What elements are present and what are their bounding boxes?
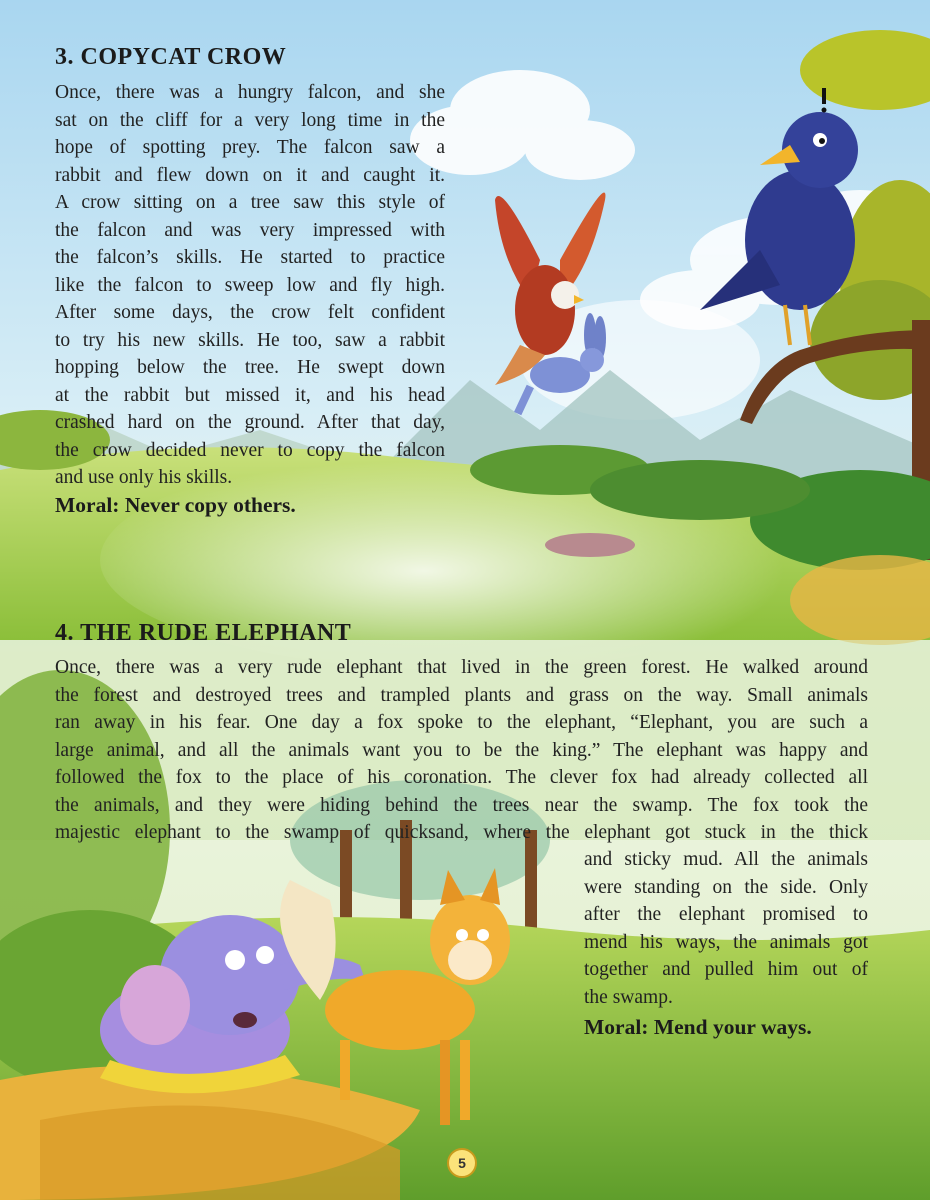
story-3-line: Once, there was a hungry falcon, and she (55, 82, 445, 103)
story-3-text (55, 79, 445, 492)
story-3-line: to try his new skills. He too, saw a rabbit (55, 329, 445, 351)
story-3-line: at the rabbit but missed it, and his head (55, 384, 445, 406)
story-4-text-wide (55, 654, 868, 847)
story-3-line: the falcon and was very impressed with (55, 219, 445, 241)
story-4-line: the forest and destroyed trees and trampled plants and grass on the way. Small animals (55, 684, 868, 706)
story-4-line: majestic elephant to the swamp of quicksand, where the elephant got stuck in the thick (55, 822, 868, 843)
story-3-line: like the falcon to sweep low and fly high. (55, 274, 445, 296)
story-4-line: Once, there was a very rude elephant that lived in the green forest. He walked around (55, 657, 868, 678)
story-4-line: mend his ways, the animals got (584, 931, 868, 953)
story-3-line: hopping below the tree. He swept down (55, 357, 445, 378)
story-4-line: together and pulled him out of (584, 959, 868, 980)
story-4-line: the animals, and they were hiding behind the trees near the swamp. The fox took the (55, 794, 868, 816)
story-3-title: 3. COPYCAT CROW (55, 44, 287, 70)
story-4-line: ran away in his fear. One day a fox spoke to the elephant, “Elephant, you are such a (55, 712, 868, 733)
story-3-moral: Moral: Never copy others. (55, 493, 296, 517)
story-4-title: 4. THE RUDE ELEPHANT (55, 620, 352, 646)
story-3-line: crashed hard on the ground. After that day, (55, 412, 445, 433)
story-4-line: large animal, and all the animals want you to be the king.” The elephant was happy and (55, 739, 868, 761)
page-number-badge: 5 (447, 1148, 477, 1178)
story-3-line: After some days, the crow felt confident (55, 302, 445, 323)
story-3-line: A crow sitting on a tree saw this style of (55, 192, 445, 213)
story-4-line: after the elephant promised to (584, 904, 868, 925)
story-3-line: rabbit and flew down on it and caught it. (55, 164, 445, 186)
story-3-line: the falcon’s skills. He started to practice (55, 247, 445, 268)
story-4-line: were standing on the side. Only (584, 876, 868, 898)
story-4-line: followed the fox to the place of his coronation. The clever fox had already collected all (55, 767, 868, 788)
story-3-line: and use only his skills. (55, 467, 233, 488)
story-3-line: sat on the cliff for a very long time in the (55, 109, 445, 131)
story-4-text-narrow (584, 846, 868, 1011)
story-4-line: and sticky mud. All the animals (584, 849, 868, 870)
story-3-line: the crow decided never to copy the falcon (55, 439, 445, 461)
story-3-line: hope of spotting prey. The falcon saw a (55, 137, 445, 158)
story-4-line: the swamp. (584, 986, 673, 1008)
story-4-moral: Moral: Mend your ways. (584, 1015, 812, 1039)
